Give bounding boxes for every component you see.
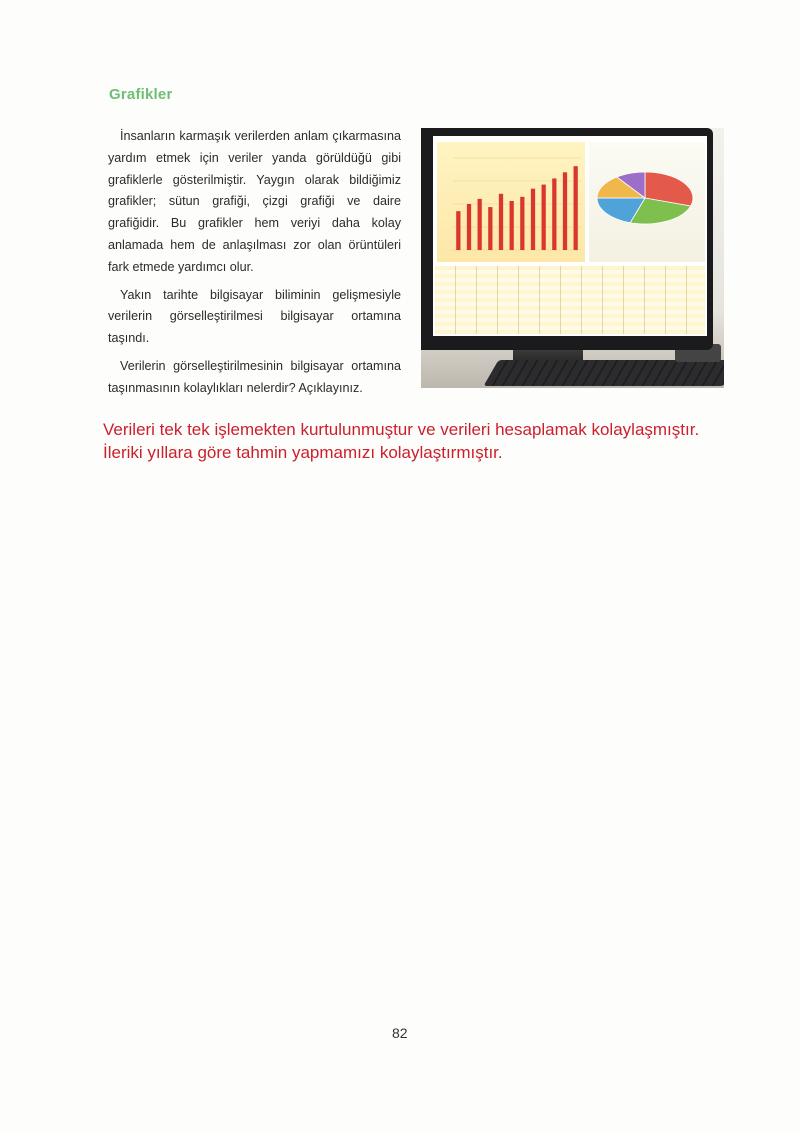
handwritten-answer [103, 418, 763, 464]
screen-bar [467, 204, 471, 250]
screen-bar [478, 199, 482, 250]
screen-bar [563, 172, 567, 250]
screen-bar [531, 189, 535, 250]
screen-bar [456, 211, 460, 250]
screen-bar [488, 207, 492, 250]
page-number: 82 [392, 1025, 408, 1041]
section-heading: Grafikler [109, 86, 173, 103]
monitor [421, 128, 713, 350]
paragraph-intro: İnsanların karmaşık verilerden anlam çıkarmasına yardım etmek için veriler yanda görüldüğü gibi grafiklerle gösterilmiştir. Yaygın olarak bildiğimiz grafikler; sütun grafiği, çizgi grafiği ve daire grafiğidir. Bu grafikler hem veriyi daha kolay anlamada hem de anlaşılması zor olan örüntüleri fark etmede yardımcı olur. [108, 129, 401, 274]
monitor-screen [433, 136, 707, 336]
screen-bar [552, 178, 556, 250]
answer-line-2: İleriki yıllara göre tahmin yapmamızı kolaylaştırmıştır. [103, 443, 503, 462]
table-grid [435, 266, 705, 334]
bar-chart-panel [437, 142, 585, 262]
paragraph-question: Verilerin görselleştirilmesinin bilgisayar ortamına taşınmasının kolaylıkları nelerdir? Açıklayınız. [108, 358, 401, 395]
pie-chart-panel [589, 142, 705, 262]
monitor-photo [421, 128, 724, 388]
answer-line-1: Verileri tek tek işlemekten kurtulunmuştur ve verileri hesaplamak kolaylaşmıştır. [103, 420, 700, 439]
screen-bar [510, 201, 514, 250]
screen-bar [574, 166, 578, 250]
bar-chart [437, 142, 585, 262]
screen-bar [499, 194, 503, 250]
spreadsheet-table [435, 266, 705, 334]
screen-bar [542, 185, 546, 250]
screen-bar [520, 197, 524, 250]
pie-chart [589, 142, 705, 262]
paragraph-history: Yakın tarihte bilgisayar biliminin gelişmesiyle verilerin görselleştirilmesi bilgisayar ortamına taşındı. [108, 287, 401, 346]
body-text [108, 126, 401, 406]
keyboard [483, 360, 724, 386]
